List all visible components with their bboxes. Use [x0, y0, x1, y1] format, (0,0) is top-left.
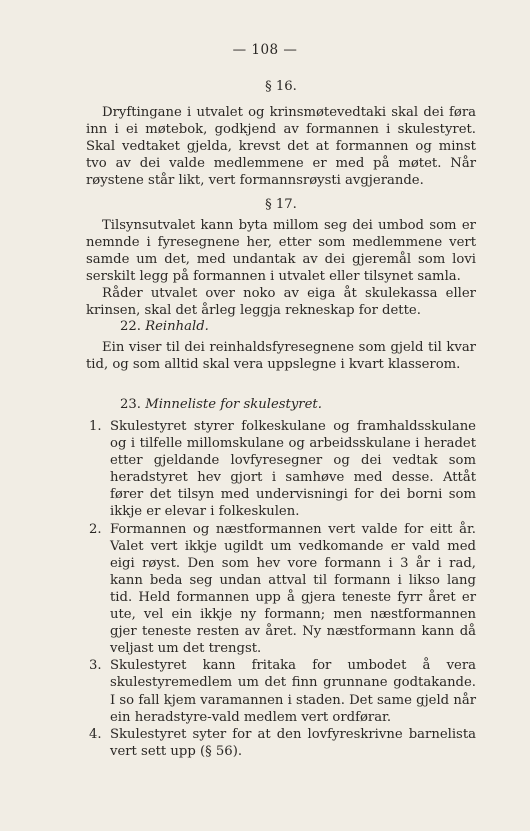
checklist — [86, 418, 476, 760]
list-item — [86, 521, 476, 658]
section-23-title: Minneliste for skulestyret. — [145, 397, 322, 412]
list-item-number: 4. — [89, 726, 102, 742]
section-22-text: Ein viser til dei reinhaldsfyresegnene som gjeld til kvar tid, og som alltid skal vera uppslegne i kvart klasserom. — [86, 340, 476, 373]
list-item — [86, 418, 476, 521]
list-item-number: 3. — [89, 658, 102, 674]
section-22-title: Reinhald. — [145, 319, 209, 334]
section-22-number: 22. — [120, 319, 141, 334]
section-22 — [86, 318, 476, 373]
section-16-heading: § 16. — [265, 79, 297, 94]
section-16-text: Dryftingane i utvalet og krinsmøtevedtaki skal dei føra inn i ei møtebok, godkjend av formannen i skulestyret. Skal vedtaket gjelda, krevst det at formannen og minst tvo av dei valde medlemmene er med på møtet. Når røystene står likt, vert formannsrøysti avgjerande. — [86, 105, 476, 189]
section-23-number: 23. — [120, 397, 141, 412]
section-17-text-2: Råder utvalet over noko av eiga åt skulekassa eller krinsen, skal det årleg leggja rekneskap for dette. — [86, 286, 476, 319]
section-17-text-1: Tilsynsutvalet kann byta millom seg dei umbod som er nemnde i fyresegnene her, etter som medlemmene vert samde um det, med undantak av dei gjeremål som lovi serskilt legg på formannen i utvalet eller tilsynet samla. — [86, 218, 476, 285]
list-item-text: Formannen og næstformannen vert valde for eitt år. Valet vert ikkje ugildt um vedkomande er vald med eigi røyst. Den som hev vore formann i 3 år i rad, kann beda seg undan attval til formann i likso lang tid. Held formannen upp å gjera teneste fyrr året er ute, vel ein ikkje ny formann; men næstformannen gjer teneste resten av året. Ny næstformann kann då veljast um det trengst. — [110, 521, 476, 657]
list-item-number: 1. — [89, 419, 102, 434]
section-22-heading — [86, 318, 476, 335]
section-17-heading: § 17. — [265, 197, 297, 212]
section-23-heading — [86, 396, 476, 413]
list-item — [86, 657, 476, 725]
page-number: — 108 — — [232, 42, 298, 58]
list-item-text: Skulestyret kann fritaka for umbodet å vera skulestyremedlem um det finn grunnane godtakande. I so fall kjem varamannen i staden. Det same gjeld når ein heradstyre-vald medlem vert ordførar. — [110, 658, 476, 725]
section-17 — [86, 196, 476, 320]
list-item-number: 2. — [89, 521, 102, 537]
section-16 — [86, 78, 476, 189]
section-23 — [86, 396, 476, 760]
list-item — [86, 726, 476, 760]
list-item-text: Skulestyret styrer folkeskulane og framhaldsskulane og i tilfelle millomskulane og arbeidsskulane i heradet etter gjeldande lovfyresegner og dei vedtak som heradstyret hev gjort i samhøve med desse. Attåt fører det tilsyn med undervisningi for dei borni som ikkje er elevar i folkeskulen. — [110, 419, 476, 520]
list-item-text: Skulestyret syter for at den lovfyreskrivne barnelista vert sett upp (§ 56). — [110, 726, 476, 759]
